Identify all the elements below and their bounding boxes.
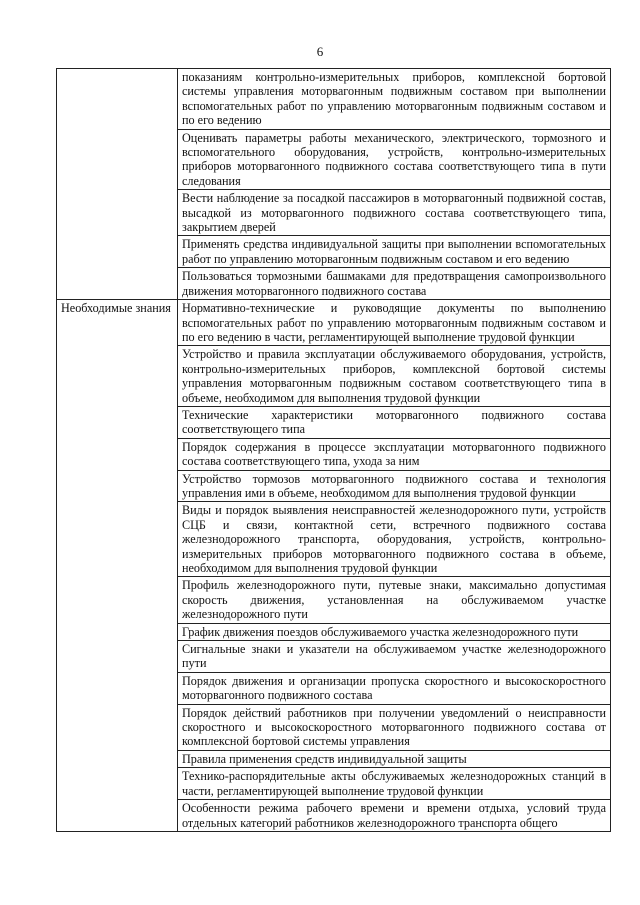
requirement-item: Профиль железнодорожного пути, путевые знаки, максимально допустимая скорость движения, установленная на обслуживаемом участке железнодорожного пути	[178, 577, 611, 623]
requirement-item: показаниям контрольно-измерительных приборов, комплексной бортовой системы управления моторвагонным подвижным составом при выполнении вспомогательных работ по управлению моторвагонным подвижным составом и по его ведению	[178, 69, 611, 130]
requirement-item: Применять средства индивидуальной защиты при выполнении вспомогательных работ по управлению моторвагонным подвижным составом и его ведению	[178, 236, 611, 268]
requirement-item: Особенности режима рабочего времени и времени отдыха, условий труда отдельных категорий работников железнодорожного транспорта общего	[178, 800, 611, 832]
requirement-item: Порядок действий работников при получении уведомлений о неисправности скоростного и высокоскоростного моторвагонного подвижного состава от комплексной бортовой системы управления	[178, 704, 611, 750]
section-label-required-knowledge: Необходимые знания	[57, 300, 178, 832]
table-row	[57, 300, 611, 346]
requirement-item: Правила применения средств индивидуальной защиты	[178, 750, 611, 767]
requirement-item: Технические характеристики моторвагонного подвижного состава соответствующего типа	[178, 406, 611, 438]
requirement-item: Пользоваться тормозными башмаками для предотвращения самопроизвольного движения моторвагонного подвижного состава	[178, 268, 611, 300]
requirement-item: Оценивать параметры работы механического, электрического, тормозного и вспомогательного оборудования, устройств, контрольно-измерительных приборов моторвагонного подвижного состава соответствующего типа в пути следования	[178, 129, 611, 190]
requirement-item: График движения поездов обслуживаемого участка железнодорожного пути	[178, 623, 611, 640]
requirement-item: Технико-распорядительные акты обслуживаемых железнодорожных станций в части, регламентирующей выполнение трудовой функции	[178, 768, 611, 800]
requirement-item: Нормативно-технические и руководящие документы по выполнению вспомогательных работ по управлению моторвагонным подвижным составом и по его ведению в части, регламентирующей выполнение трудовой функции	[178, 300, 611, 346]
requirement-item: Сигнальные знаки и указатели на обслуживаемом участке железнодорожного пути	[178, 641, 611, 673]
table-body	[57, 69, 611, 832]
requirement-item: Порядок движения и организации пропуска скоростного и высокоскоростного моторвагонного подвижного состава	[178, 672, 611, 704]
section-label-skills-continued	[57, 69, 178, 300]
table-row	[57, 69, 611, 130]
requirement-item: Вести наблюдение за посадкой пассажиров в моторвагонный подвижной состав, высадкой из моторвагонного подвижного состава соответствующего типа, закрытием дверей	[178, 190, 611, 236]
requirement-item: Устройство и правила эксплуатации обслуживаемого оборудования, устройств, контрольно-измерительных приборов, комплексной бортовой системы управления моторвагонным подвижным составом соответствующего типа в объеме, необходимом для выполнения трудовой функции	[178, 346, 611, 407]
requirement-item: Виды и порядок выявления неисправностей железнодорожного пути, устройств СЦБ и связи, контактной сети, встречного подвижного состава железнодорожного транспорта, оборудования, устройств, контрольно-измерительных приборов моторвагонного подвижного состава в объеме, необходимом для выполнения трудовой функции	[178, 502, 611, 577]
requirement-item: Порядок содержания в процессе эксплуатации моторвагонного подвижного состава соответствующего типа, ухода за ним	[178, 438, 611, 470]
requirement-item: Устройство тормозов моторвагонного подвижного состава и технология управления ими в объеме, необходимом для выполнения трудовой функции	[178, 470, 611, 502]
requirements-table	[56, 68, 611, 832]
page-number: 6	[316, 44, 324, 59]
